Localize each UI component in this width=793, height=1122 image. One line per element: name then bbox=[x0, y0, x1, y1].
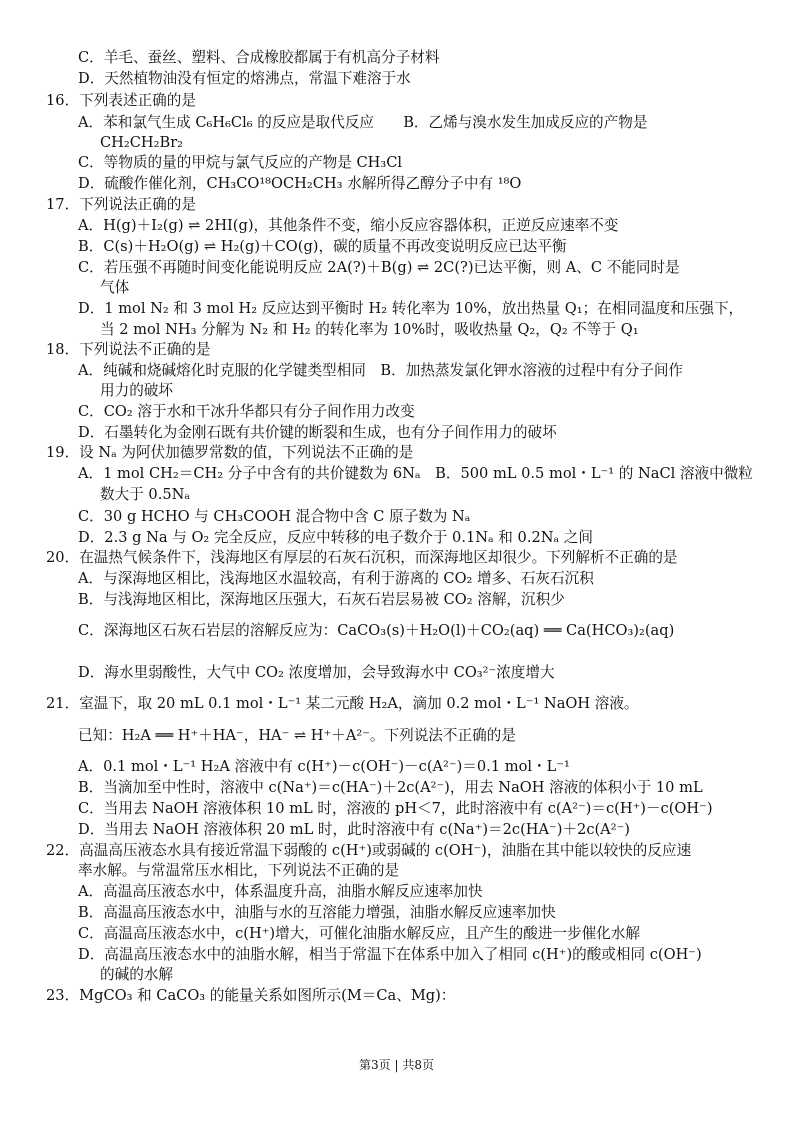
q20-option-b: B．与浅海地区相比，深海地区压强大，石灰石岩层易被 CO₂ 溶解，沉积少 bbox=[78, 591, 565, 608]
q22-stem: 22．高温高压液态水具有接近常温下弱酸的 c(H⁺)或弱碱的 c(OH⁻)，油脂在其中能以较快的反应速 bbox=[46, 842, 692, 859]
q17-stem: 17．下列说法正确的是 bbox=[46, 196, 196, 213]
q17-option-b: B．C(s)＋H₂O(g) ⇌ H₂(g)＋CO(g)，碳的质量不再改变说明反应已达平衡 bbox=[78, 238, 567, 255]
q17-option-d: D．1 mol N₂ 和 3 mol H₂ 反应达到平衡时 H₂ 转化率为 10%，放出热量 Q₁；在相同温度和压强下， bbox=[78, 300, 744, 317]
q21-option-d: D．当用去 NaOH 溶液体积 20 mL 时，此时溶液中有 c(Na⁺)＝2c(HA⁻)＋2c(A²⁻) bbox=[78, 821, 630, 838]
q22-option-a: A．高温高压液态水中，体系温度升高，油脂水解反应速率加快 bbox=[78, 883, 483, 900]
q22-option-b: B．高温高压液态水中，油脂与水的互溶能力增强，油脂水解反应速率加快 bbox=[78, 904, 556, 921]
q19-stem: 19．设 Nₐ 为阿伏加德罗常数的值，下列说法不正确的是 bbox=[46, 444, 414, 461]
q17-option-c: C．若压强不再随时间变化能说明反应 2A(?)＋B(g) ⇌ 2C(?)已达平衡，则 A、C 不能同时是 bbox=[78, 259, 680, 276]
q20-option-a: A．与深海地区相比，浅海地区水温较高，有利于游离的 CO₂ 增多、石灰石沉积 bbox=[78, 570, 594, 587]
q16-option-ab: A．苯和氯气生成 C₆H₆Cl₆ 的反应是取代反应 B．乙烯与溴水发生加成反应的产物是 bbox=[78, 114, 648, 131]
q22-option-c: C．高温高压液态水中，c(H⁺)增大，可催化油脂水解反应，且产生的酸进一步催化水解 bbox=[78, 925, 640, 942]
q22-option-d: D．高温高压液态水中的油脂水解，相当于常温下在体系中加入了相同 c(H⁺)的酸或相同 c(OH⁻) bbox=[78, 946, 702, 963]
q22-option-d-cont: 的碱的水解 bbox=[100, 966, 173, 983]
q21-given: 已知：H₂A ══ H⁺＋HA⁻，HA⁻ ⇌ H⁺＋A²⁻。下列说法不正确的是 bbox=[78, 727, 516, 744]
q22-stem-cont: 率水解。与常温常压水相比，下列说法不正确的是 bbox=[78, 862, 400, 879]
q19-option-b-cont: 数大于 0.5Nₐ bbox=[100, 486, 191, 503]
q19-option-d: D．2.3 g Na 与 O₂ 完全反应，反应中转移的电子数介于 0.1Nₐ 和 0.2Nₐ 之间 bbox=[78, 529, 593, 546]
q21-stem: 21．室温下，取 20 mL 0.1 mol・L⁻¹ 某二元酸 H₂A，滴加 0.2 mol・L⁻¹ NaOH 溶液。 bbox=[46, 695, 639, 712]
q19-option-c: C．30 g HCHO 与 CH₃COOH 混合物中含 C 原子数为 Nₐ bbox=[78, 508, 471, 525]
q20-option-c: C．深海地区石灰石岩层的溶解反应为：CaCO₃(s)＋H₂O(l)＋CO₂(aq) ══ Ca(HCO₃)₂(aq) bbox=[78, 622, 675, 639]
q16-option-b-cont: CH₂CH₂Br₂ bbox=[100, 134, 184, 151]
q15-option-c: C．羊毛、蚕丝、塑料、合成橡胶都属于有机高分子材料 bbox=[78, 49, 440, 66]
q19-option-ab: A．1 mol CH₂＝CH₂ 分子中含有的共价键数为 6Nₐ B．500 mL 0.5 mol・L⁻¹ 的 NaCl 溶液中微粒 bbox=[78, 465, 753, 482]
q17-option-d-cont: 当 2 mol NH₃ 分解为 N₂ 和 H₂ 的转化率为 10%时，吸收热量 Q₂，Q₂ 不等于 Q₁ bbox=[100, 321, 639, 338]
q21-option-a: A．0.1 mol・L⁻¹ H₂A 溶液中有 c(H⁺)－c(OH⁻)－c(A²⁻)＝0.1 mol・L⁻¹ bbox=[78, 758, 570, 775]
q18-option-d: D．石墨转化为金刚石既有共价键的断裂和生成，也有分子间作用力的破坏 bbox=[78, 424, 557, 441]
q18-option-c: C．CO₂ 溶于水和干冰升华都只有分子间作用力改变 bbox=[78, 403, 415, 420]
q20-stem: 20．在温热气候条件下，浅海地区有厚层的石灰石沉积，而深海地区却很少。下列解析不正确的是 bbox=[46, 549, 678, 566]
q17-option-a: A．H(g)＋I₂(g) ⇌ 2HI(g)，其他条件不变，缩小反应容器体积，正逆反应速率不变 bbox=[78, 217, 619, 234]
q16-option-d: D．硫酸作催化剂，CH₃CO¹⁸OCH₂CH₃ 水解所得乙醇分子中有 ¹⁸O bbox=[78, 175, 522, 192]
q23-stem: 23．MgCO₃ 和 CaCO₃ 的能量关系如图所示(M＝Ca、Mg)： bbox=[46, 987, 456, 1004]
q21-option-b: B．当滴加至中性时，溶液中 c(Na⁺)＝c(HA⁻)＋2c(A²⁻)，用去 NaOH 溶液的体积小于 10 mL bbox=[78, 779, 703, 796]
q20-option-d: D．海水里弱酸性，大气中 CO₂ 浓度增加，会导致海水中 CO₃²⁻浓度增大 bbox=[78, 664, 555, 681]
q16-stem: 16．下列表述正确的是 bbox=[46, 92, 196, 109]
q17-option-c-cont: 气体 bbox=[100, 279, 130, 296]
page-number: 第3页 | 共8页 bbox=[359, 1058, 434, 1072]
q15-option-d: D．天然植物油没有恒定的熔沸点，常温下难溶于水 bbox=[78, 70, 411, 87]
q21-option-c: C．当用去 NaOH 溶液体积 10 mL 时，溶液的 pH＜7，此时溶液中有 c(A²⁻)＝c(H⁺)－c(OH⁻) bbox=[78, 800, 713, 817]
q18-option-b-cont: 用力的破坏 bbox=[100, 382, 173, 399]
q16-option-c: C．等物质的量的甲烷与氯气反应的产物是 CH₃Cl bbox=[78, 154, 403, 171]
q18-option-ab: A．纯碱和烧碱熔化时克服的化学键类型相同 B．加热蒸发氯化钾水溶液的过程中有分子间作 bbox=[78, 362, 684, 379]
q18-stem: 18．下列说法不正确的是 bbox=[46, 341, 211, 358]
